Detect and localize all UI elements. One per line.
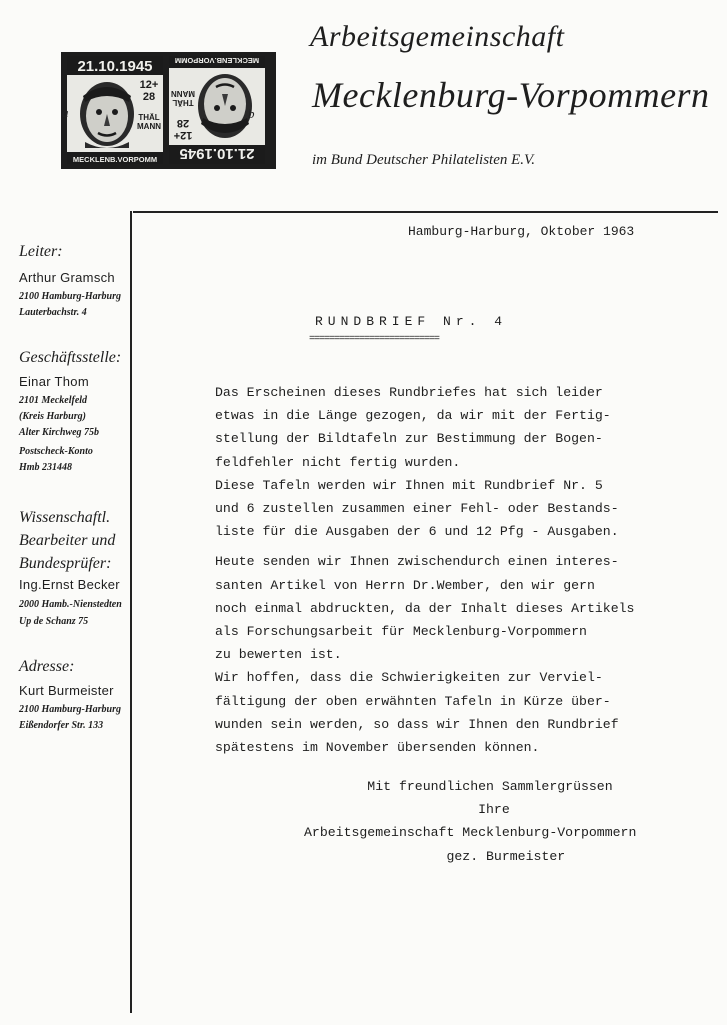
body-line: etwas in die Länge gezogen, da wir mit der Fertig- [215,408,611,424]
closing-line: Arbeitsgemeinschaft Mecklenburg-Vorpommern [304,825,637,841]
letter-heading-underline: ========================== [309,334,440,345]
wissenschaftl-label-line2: Bearbeiter und [19,532,116,549]
thaelmann-stamp-a [67,56,163,164]
leiter-label: Leiter: [19,243,63,260]
body-line: zu bewerten ist. [215,647,342,663]
stamp-b-region: MECKLENB.VORPOMM [174,56,260,65]
body-line: noch einmal abdruckten, da der Inhalt dieses Artikels [215,600,635,616]
body-line: stellung der Bildtafeln zur Bestimmung der Bogen- [215,431,603,447]
body-line: Diese Tafeln werden wir Ihnen mit Rundbrief Nr. 5 [215,477,603,493]
body-line: Das Erscheinen dieses Rundbriefes hat sich leider [215,385,603,400]
geschaeftsstelle-address-line2: (Kreis Harburg) [19,411,86,422]
geschaeftsstelle-label: Geschäftsstelle: [19,349,122,366]
stamp-b-name-line2: MANN [171,89,195,98]
body-line: und 6 zustellen zusammen einer Fehl- oder Bestands- [215,501,619,517]
geschaeftsstelle-address-line5: Hmb 231448 [19,462,73,473]
stamp-region: MECKLENB.VORPOMM [72,155,158,164]
geschaeftsstelle-address-line1: 2101 Meckelfeld [19,395,88,406]
letter-closing [304,775,636,868]
geschaeftsstelle-address-line3: Alter Kirchweg 75b [19,427,100,438]
adresse-address-line2: Eißendorfer Str. 133 [19,720,104,731]
body-line: spätestens im November übersenden können. [215,740,540,756]
stamp-label-a: a [62,105,69,120]
body-line: feldfehler nicht fertig wurden. [215,454,461,470]
wissenschaftl-label-line1: Wissenschaftl. [19,509,111,526]
body-line: santen Artikel von Herrn Dr.Wember, den wir gern [215,577,595,593]
closing-line: Ihre [304,802,510,818]
stamp-name-line1: THÄL [138,113,160,122]
paragraph-gap [215,543,655,550]
adresse-label: Adresse: [19,658,75,675]
stamp-name-line2: MANN [137,122,161,131]
adresse-name: Kurt Burmeister [19,683,114,698]
wissenschaftl-address-line2: Up de Schanz 75 [19,616,89,627]
adresse-address-line1: 2100 Hamburg-Harburg [19,704,121,715]
stamp-value-bottom: 28 [142,91,156,103]
letter-dateline: Hamburg-Harburg, Oktober 1963 [408,224,635,239]
letterhead-title-line2: Mecklenburg-Vorpommern [312,75,710,115]
leiter-address-line1: 2100 Hamburg-Harburg [19,291,121,302]
body-line: fältigung der oben erwähnten Tafeln in Kürze über- [215,693,611,709]
geschaeftsstelle-name: Einar Thom [19,374,89,389]
geschaeftsstelle-address-line4: Postscheck-Konto [19,446,93,457]
stamp-label-b: b [248,106,255,121]
wissenschaftl-label-line3: Bundesprüfer: [19,555,112,572]
leiter-name: Arthur Gramsch [19,270,115,285]
wissenschaftl-address-line1: 2000 Hamb.-Nienstedten [19,599,122,610]
wissenschaftl-name: Ing.Ernst Becker [19,577,120,592]
letterhead-title-line1: Arbeitsgemeinschaft [310,20,565,53]
closing-line: Mit freundlichen Sammlergrüssen [304,779,613,794]
header-divider [133,211,718,213]
stamp-value-top: 12+ [139,79,159,91]
closing-line: gez. Burmeister [304,848,566,864]
stamp-b-value-bottom: 28 [176,117,190,129]
body-line: Wir hoffen, dass die Schwierigkeiten zur Verviel- [215,670,603,686]
stamp-b-date: 21.10.1945 [179,145,255,162]
letter-heading: RUNDBRIEF Nr. 4 [315,314,508,329]
body-line: Heute senden wir Ihnen zwischendurch einen interes- [215,554,619,570]
sidebar-divider [130,211,132,1013]
stamp-pair-image [61,52,276,169]
stamp-date: 21.10.1945 [77,58,153,75]
body-line: wunden sein werden, so dass wir Ihnen den Rundbrief [215,716,619,732]
leiter-address-line2: Lauterbachstr. 4 [19,307,87,318]
letter-body [215,381,655,759]
body-line: liste für die Ausgaben der 6 und 12 Pfg - Ausgaben. [215,524,619,540]
letterhead-subtitle: im Bund Deutscher Philatelisten E.V. [312,152,536,168]
stamp-b-value-top: 12+ [173,129,193,141]
stamp-b-name-line1: THÄL [172,98,194,107]
body-line: als Forschungsarbeit für Mecklenburg-Vorpommern [215,624,587,640]
